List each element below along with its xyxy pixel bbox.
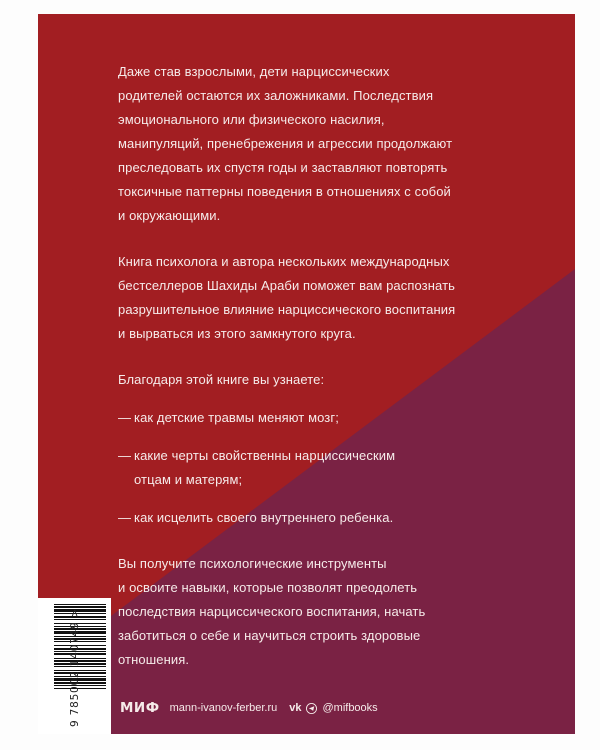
p2-line-2: бестселлеров Шахиды Араби поможет вам распознать (118, 278, 455, 293)
dash-bullet: — (118, 510, 132, 525)
isbn-barcode (38, 598, 111, 734)
publisher-logo: МИФ (120, 700, 160, 716)
paragraph-3 (118, 552, 548, 672)
isbn-arrow: > (69, 607, 81, 618)
dash-bullet: — (118, 410, 132, 425)
p1-line-6: токсичные паттерны поведения в отношениях с собой (118, 184, 451, 199)
publisher-website[interactable]: mann-ivanov-ferber.ru (169, 702, 278, 714)
p2-line-4: и вырваться из этого замкнутого круга. (118, 326, 356, 341)
publisher-footer (120, 698, 378, 718)
p3-line-2: и освоите навыки, которые позволят преодолеть (118, 580, 418, 595)
list-item-line: как исцелить своего внутреннего ребенка. (134, 510, 394, 525)
p2-line-1: Книга психолога и автора нескольких международных (118, 254, 450, 269)
vk-icon: vk (289, 702, 302, 714)
list-intro: Благодаря этой книге вы узнаете: (118, 372, 325, 387)
barcode-bar (54, 604, 106, 605)
dash-bullet: — (118, 448, 132, 463)
paragraph-2 (118, 250, 548, 346)
list-item-line: какие черты свойственны нарциссическим (134, 448, 396, 463)
p2-line-3: разрушительное влияние нарциссического воспитания (118, 302, 456, 317)
p1-line-7: и окружающими. (118, 208, 221, 223)
p1-line-1: Даже став взрослыми, дети нарциссических (118, 64, 390, 79)
isbn-digits: 9 785002 140749 (69, 621, 81, 727)
list-item-line: как детские травмы меняют мозг; (134, 410, 339, 425)
list-item (118, 406, 548, 430)
p3-line-4: заботиться о себе и научиться строить здоровые (118, 628, 421, 643)
benefit-list (118, 406, 548, 530)
p1-line-4: манипуляций, пренебрежения и агрессии продолжают (118, 136, 453, 151)
list-item-line: отцам и матерям; (134, 472, 243, 487)
p3-line-1: Вы получите психологические инструменты (118, 556, 387, 571)
blurb-text (118, 60, 548, 672)
p3-line-5: отношения. (118, 652, 190, 667)
book-back-cover (38, 14, 575, 734)
paragraph-1 (118, 60, 548, 228)
p1-line-3: эмоционального или физического насилия, (118, 112, 385, 127)
list-item (118, 444, 548, 492)
list-item (118, 506, 548, 530)
p1-line-5: преследовать их спустя годы и заставляют повторять (118, 160, 448, 175)
p1-line-2: родителей остаются их заложниками. Последствия (118, 88, 434, 103)
social-handle[interactable]: @mifbooks (322, 702, 378, 714)
isbn-number (69, 608, 81, 727)
telegram-icon (306, 703, 317, 714)
p3-line-3: последствия нарциссического воспитания, начать (118, 604, 426, 619)
